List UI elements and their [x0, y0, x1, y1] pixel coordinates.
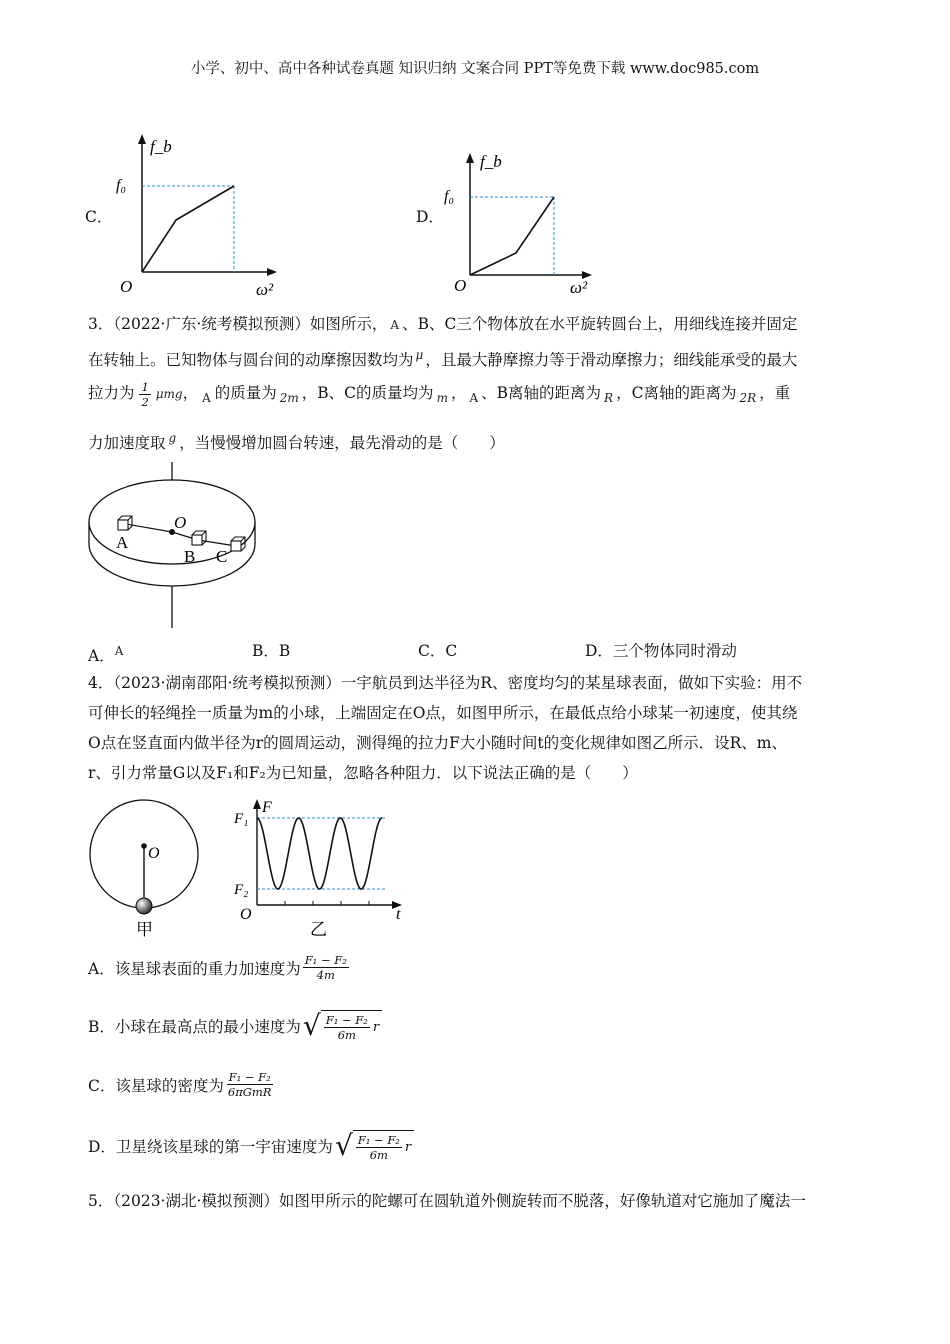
option-d-label: D． — [416, 208, 444, 226]
q3-option-a: A．$^A$ — [88, 644, 124, 666]
graph-d-x-label: ω² — [570, 278, 588, 297]
graph-c-x-arrow — [267, 268, 277, 276]
ft-y-label: F — [262, 799, 272, 816]
ft-x-label: t — [396, 906, 401, 923]
graph-c-y-arrow — [138, 134, 146, 144]
pendulum-caption: 甲 — [136, 920, 153, 939]
q3-line-1: 3．（2022·广东·统考模拟预测）如图所示， A 、B、C三个物体放在水平旋转圆台上，用细线连接并固定 — [88, 315, 798, 333]
q4-line-1: 4．（2023·湖南邵阳·统考模拟预测）一宇航员到达半径为R、密度均匀的某星球表面，做如下实验：用不 — [88, 674, 803, 692]
q3-line-3: 拉力为 $\frac{1}{2}$ μmg， $_A$ 的质量为 $_{2m}$ ，B、C的质量均为 $_m$ ， $_A$ 、B离轴的距离为 $_R$ ，C离轴的距离为 $_{2R}$ ，重 — [88, 379, 791, 409]
label-a: A — [116, 533, 129, 552]
q3-line-4: 力加速度取 $^g$ ，当慢慢增加圆台转速，最先滑动的是（ ） — [88, 431, 505, 453]
q4-line-4: r、引力常量G以及F₁和F₂为已知量，忽略各种阻力．以下说法正确的是（ ） — [88, 764, 638, 782]
pivot-point — [141, 843, 147, 849]
graph-d — [440, 145, 620, 300]
q4-option-a: A．该星球表面的重力加速度为 $\frac{\text{F₁ − F₂}}{4m}$ — [88, 953, 347, 982]
f1-label: F₁ — [234, 811, 249, 827]
q3-line-2: 在转轴上。已知物体与圆台间的动摩擦因数均为 $^\mu$ ，且最大静摩擦力等于滑动摩擦力；细线能承受的最大 — [88, 348, 798, 370]
graph-c-origin: O — [120, 277, 133, 296]
force-time-graph — [230, 795, 410, 943]
q4-line-2: 可伸长的轻绳拴一质量为m的小球，上端固定在O点，如图甲所示，在最低点给小球某一初速度，使其绕 — [88, 704, 798, 722]
q5-line-1: 5．（2023·湖北·模拟预测）如图甲所示的陀螺可在圆轨道外侧旋转而不脱落，好像轨道对它施加了魔法一 — [88, 1192, 806, 1210]
q4-option-b: B．小球在最高点的最小速度为 √ $\frac{\text{F₁ − F₂}}{6m}$ r — [88, 1010, 382, 1042]
q3-half-fraction: $\frac{1}{2}$ — [141, 379, 149, 409]
q4-line-3: O点在竖直面内做半径为r的圆周运动，测得绳的拉力F大小随时间t的变化规律如图乙所示．设R、m、 — [88, 734, 787, 752]
ft-origin: O — [240, 906, 252, 923]
q4-option-d: D．卫星绕该星球的第一宇宙速度为 √ $\frac{\text{F₁ − F₂}}{6m}$ r — [88, 1130, 414, 1162]
ft-caption: 乙 — [310, 920, 327, 939]
graph-d-curve — [470, 197, 554, 275]
graph-c — [110, 130, 290, 300]
graph-c-curve — [142, 186, 234, 272]
label-c: C — [216, 547, 228, 566]
label-b: B — [184, 547, 196, 566]
graph-d-f0-label: f₀ — [444, 188, 455, 205]
graph-d-origin: O — [454, 276, 467, 295]
graph-c-x-label: ω² — [256, 280, 274, 299]
option-c-label: C． — [85, 208, 113, 226]
turntable-figure — [88, 458, 273, 633]
q3-option-c: C．C — [418, 642, 458, 660]
graph-d-y-arrow — [466, 153, 474, 163]
turntable-top — [89, 480, 255, 564]
f2-label: F₂ — [234, 882, 249, 898]
label-o: O — [174, 513, 187, 532]
q3-option-b: B．B — [252, 642, 291, 660]
ball — [136, 898, 152, 914]
ft-y-arrow — [253, 799, 261, 809]
page-header: 小学、初中、高中各种试卷真题 知识归纳 文案合同 PPT等免费下载 www.doc985.com — [190, 61, 760, 77]
q3-option-d: D．三个物体同时滑动 — [585, 642, 737, 660]
graph-c-f0-label: f₀ — [116, 177, 127, 194]
q4-option-c: C．该星球的密度为 $\frac{\text{F₁ − F₂}}{\text{6πGmR}}$ — [88, 1070, 272, 1099]
pendulum-o-label: O — [148, 845, 160, 862]
graph-c-y-label: f_b — [150, 137, 172, 156]
graph-d-y-label: f_b — [480, 152, 502, 171]
pendulum-figure — [88, 798, 213, 943]
force-wave — [257, 818, 382, 889]
